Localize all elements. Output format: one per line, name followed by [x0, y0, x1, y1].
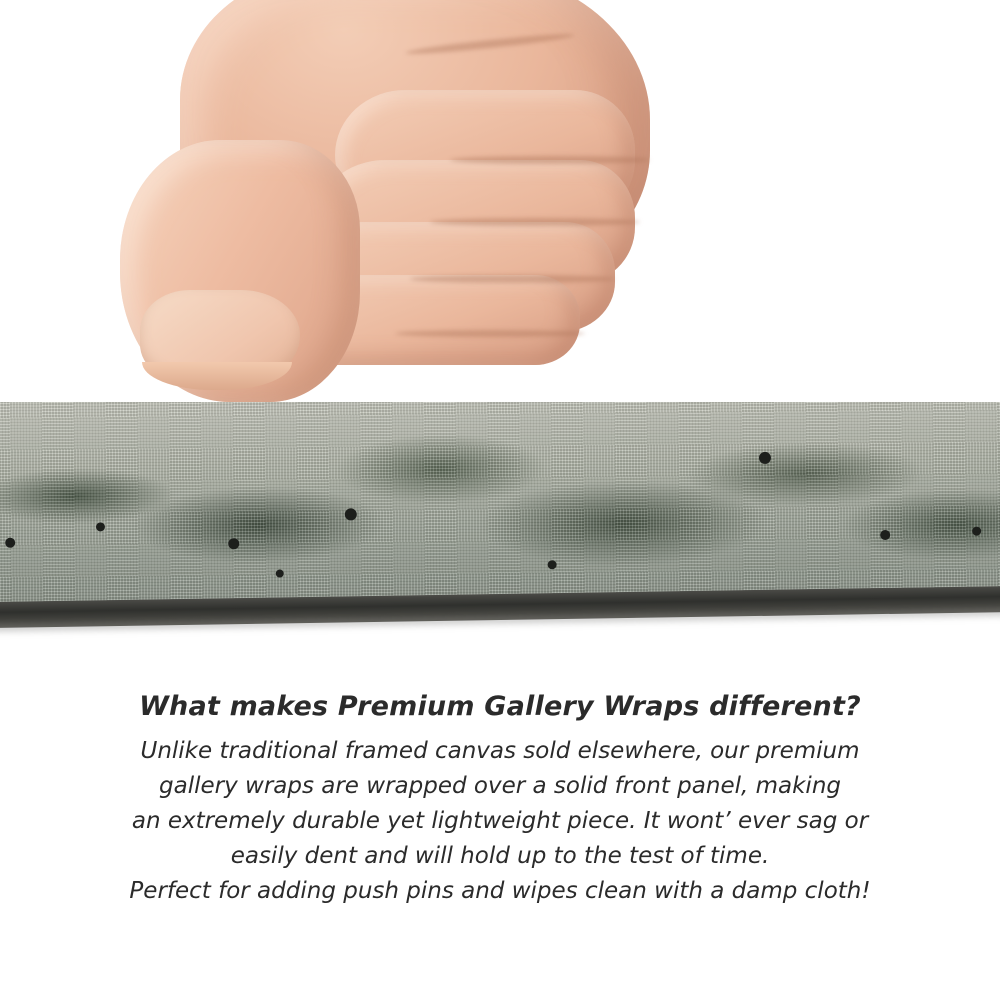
caption-line-2: gallery wraps are wrapped over a solid front panel, making: [159, 772, 841, 799]
canvas-speck: [96, 522, 105, 531]
caption-line-1: Unlike traditional framed canvas sold elsewhere, our premium: [140, 737, 860, 764]
canvas-speck: [276, 569, 284, 577]
finger-crease: [450, 156, 650, 164]
caption-body: [0, 734, 1000, 909]
canvas-printed-surface: [0, 402, 1000, 614]
hand-illustration: [120, 0, 680, 420]
finger-crease: [430, 218, 640, 226]
canvas-speck: [5, 538, 15, 548]
canvas-wrap-edge: [0, 402, 1000, 640]
finger-crease: [395, 330, 585, 337]
caption-line-3: an extremely durable yet lightweight piece. It wont’ ever sag or: [131, 807, 869, 834]
caption-line-4: easily dent and will hold up to the test of time.: [230, 842, 770, 869]
canvas-weave-texture: [0, 402, 1000, 614]
canvas-speck: [972, 527, 981, 536]
thumb-tip: [142, 362, 292, 390]
caption-block: [0, 690, 1000, 909]
thumb-shape: [120, 140, 360, 402]
canvas-speck: [228, 538, 239, 549]
caption-heading: What makes Premium Gallery Wraps different?: [139, 691, 861, 722]
canvas-speck: [880, 530, 890, 540]
caption-line-5: Perfect for adding push pins and wipes clean with a damp cloth!: [129, 877, 871, 904]
canvas-speck: [548, 560, 557, 569]
finger-crease: [410, 275, 615, 283]
